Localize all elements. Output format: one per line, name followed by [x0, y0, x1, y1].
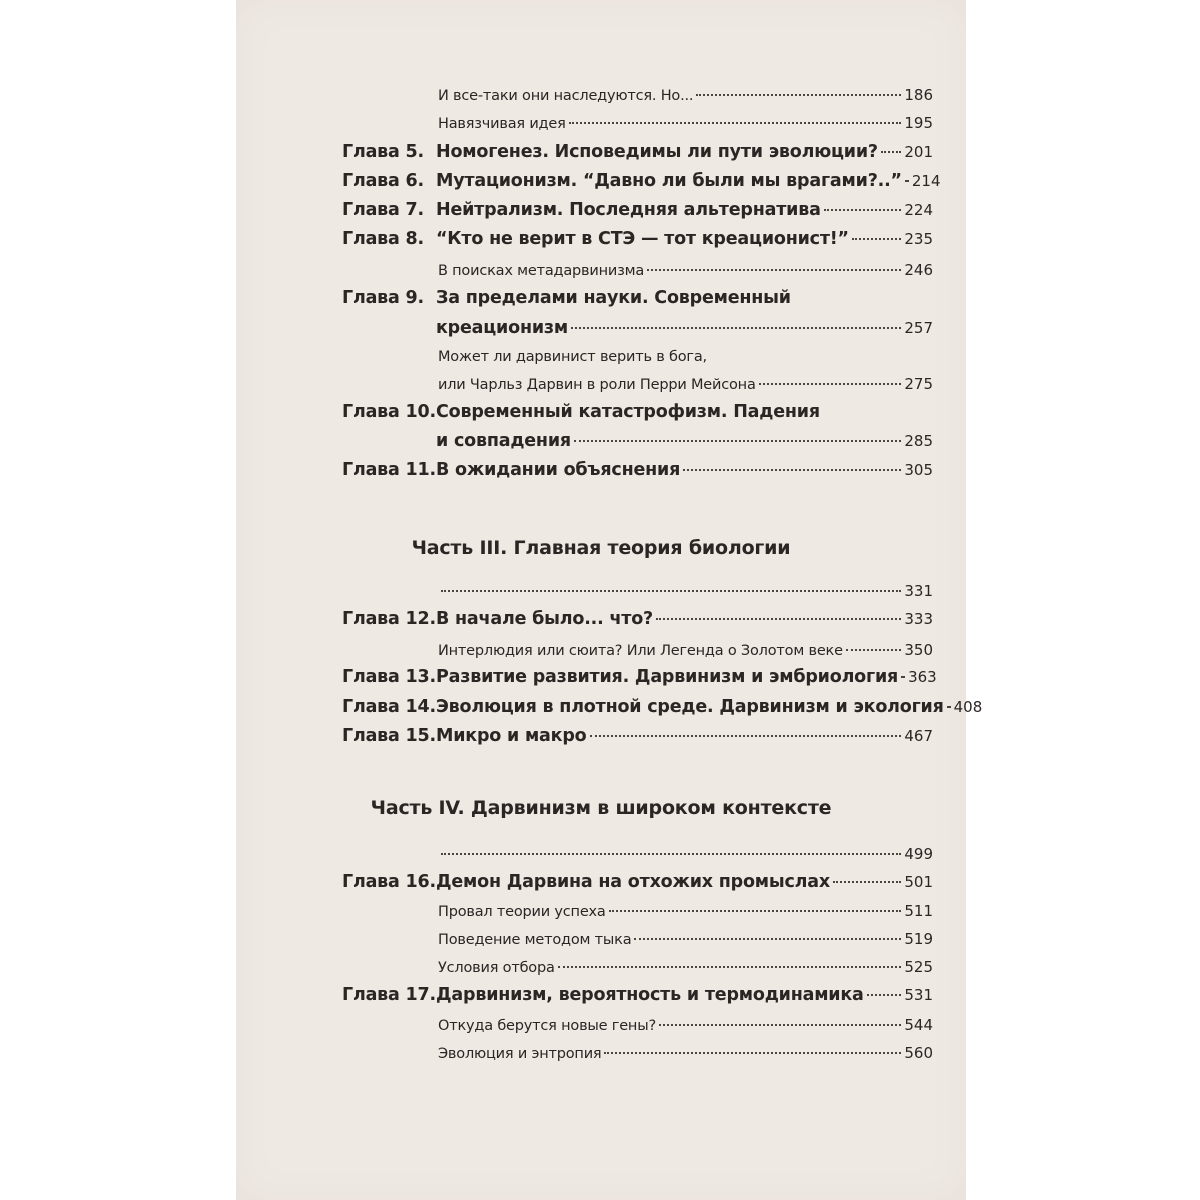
toc-entry-line	[436, 142, 933, 162]
dot-leader	[824, 209, 902, 211]
toc-section-row	[236, 339, 966, 369]
page-number: 333	[904, 610, 933, 628]
chapter-number: Глава 14.	[342, 697, 436, 717]
toc-entry-line	[438, 349, 933, 365]
chapter-number: Глава 6.	[342, 171, 424, 191]
toc-entry-line	[438, 261, 933, 279]
dot-leader	[590, 735, 902, 737]
page-number: 467	[904, 727, 933, 745]
toc-entry-line	[436, 431, 933, 451]
toc-chapter-row	[236, 312, 966, 342]
chapter-title: Современный катастрофизм. Падения	[436, 402, 820, 422]
page-number: 275	[904, 375, 933, 393]
toc-section-row	[236, 633, 966, 663]
toc-entry-line	[436, 985, 933, 1005]
toc-entry-line	[436, 872, 933, 892]
page-number: 195	[904, 114, 933, 132]
toc-entry-line	[438, 641, 933, 659]
toc-section-row	[236, 1036, 966, 1066]
chapter-number: Глава 7.	[342, 200, 424, 220]
chapter-title: Мутационизм. “Давно ли были мы врагами?..”	[436, 171, 902, 191]
chapter-number: Глава 5.	[342, 142, 424, 162]
page-number: 408	[953, 698, 983, 716]
chapter-number: Глава 17.	[342, 985, 436, 1005]
dot-leader	[759, 383, 902, 385]
chapter-title: Демон Дарвина на отхожих промыслах	[436, 872, 830, 892]
toc-entry-line	[438, 902, 933, 920]
toc-chapter-row	[236, 979, 966, 1009]
toc-section-row	[236, 894, 966, 924]
toc-entry-line	[436, 171, 941, 191]
part-3-title: Часть III. Главная теория биологии	[411, 537, 791, 559]
dot-leader	[659, 1024, 901, 1026]
page-number: 519	[904, 930, 933, 948]
chapter-number: Глава 16.	[342, 872, 436, 892]
page-number: 363	[908, 668, 937, 686]
toc-entry-line	[436, 402, 933, 422]
page-number: 331	[904, 582, 933, 600]
toc-section-row	[236, 574, 966, 604]
chapter-title: Нейтрализм. Последняя альтернатива	[436, 200, 821, 220]
dot-leader	[609, 910, 902, 912]
chapter-number: Глава 15.	[342, 726, 436, 746]
toc-entry-line	[436, 318, 933, 338]
section-title: В поисках метадарвинизма	[438, 263, 645, 279]
dot-leader	[571, 327, 901, 329]
toc-chapter-row	[236, 194, 966, 224]
toc-entry-line	[438, 582, 933, 600]
toc-section-row	[236, 1008, 966, 1038]
page-number: 305	[904, 461, 933, 479]
chapter-number: Глава 11.	[342, 460, 436, 480]
toc-entry-line	[438, 1044, 933, 1062]
toc-entry-line	[436, 667, 937, 687]
toc-chapter-row	[236, 425, 966, 455]
part-4-title: Часть IV. Дарвинизм в широком контексте	[370, 797, 832, 819]
section-title: или Чарльз Дарвин в роли Перри Мейсона	[438, 377, 756, 393]
toc-entry-line	[438, 930, 933, 948]
dot-leader	[558, 966, 902, 968]
toc-chapter-row	[236, 396, 966, 426]
toc-entry-line	[436, 609, 933, 629]
page-number: 224	[904, 201, 933, 219]
section-title: Эволюция и энтропия	[438, 1046, 602, 1062]
chapter-title: Дарвинизм, вероятность и термодинамика	[436, 985, 864, 1005]
chapter-title: креационизм	[436, 318, 568, 338]
dot-leader	[833, 881, 901, 883]
toc-entry-line	[436, 229, 933, 249]
toc-chapter-row	[236, 282, 966, 312]
toc-chapter-row	[236, 223, 966, 253]
toc-chapter-row	[236, 720, 966, 750]
dot-leader	[947, 706, 951, 708]
toc-section-row	[236, 837, 966, 867]
chapter-title: и совпадения	[436, 431, 571, 451]
page-number: 531	[904, 986, 933, 1004]
book-page	[236, 0, 983, 1200]
toc-section-row	[236, 950, 966, 980]
chapter-title: Микро и макро	[436, 726, 587, 746]
toc-section-row	[236, 253, 966, 283]
chapter-title: Развитие развития. Дарвинизм и эмбриология	[436, 667, 899, 687]
toc-entry-line	[438, 86, 933, 104]
dot-leader	[881, 151, 901, 153]
page-number: 285	[904, 432, 933, 450]
page-number: 257	[904, 319, 933, 337]
page-number: 511	[904, 902, 933, 920]
dot-leader	[683, 469, 901, 471]
dot-leader	[634, 938, 901, 940]
toc-entry-line	[436, 726, 933, 746]
table-of-contents	[236, 0, 983, 1200]
chapter-number: Глава 9.	[342, 288, 424, 308]
page-number: 501	[904, 873, 933, 891]
section-title: Откуда берутся новые гены?	[438, 1018, 656, 1034]
section-title: Провал теории успеха	[438, 904, 606, 920]
page-number: 235	[904, 230, 933, 248]
toc-chapter-row	[236, 866, 966, 896]
section-title: Может ли дарвинист верить в бога,	[438, 349, 707, 365]
dot-leader	[867, 994, 902, 996]
toc-entry-line	[438, 114, 933, 132]
page-number: 214	[911, 172, 941, 190]
chapter-title: Номогенез. Исповедимы ли пути эволюции?	[436, 142, 878, 162]
chapter-number: Глава 8.	[342, 229, 424, 249]
page-number: 525	[904, 958, 933, 976]
chapter-title: За пределами науки. Современный	[436, 288, 791, 308]
toc-chapter-row	[236, 454, 966, 484]
section-title: Условия отбора	[438, 960, 555, 976]
dot-leader	[656, 618, 901, 620]
toc-entry-line	[438, 958, 933, 976]
dot-leader	[647, 269, 901, 271]
toc-section-row	[236, 922, 966, 952]
toc-section-row	[236, 367, 966, 397]
toc-section-row	[236, 106, 966, 136]
dot-leader	[901, 676, 905, 678]
page-number: 499	[904, 845, 933, 863]
chapter-number: Глава 12.	[342, 609, 436, 629]
toc-entry-line	[436, 288, 933, 308]
dot-leader	[696, 94, 901, 96]
page-number: 544	[904, 1016, 933, 1034]
dot-leader	[441, 590, 901, 592]
page-number: 350	[904, 641, 933, 659]
chapter-title: В начале было... что?	[436, 609, 653, 629]
page-number: 201	[904, 143, 933, 161]
toc-chapter-row	[236, 661, 966, 691]
toc-chapter-row	[236, 603, 966, 633]
dot-leader	[569, 122, 902, 124]
toc-chapter-row	[236, 165, 966, 195]
toc-section-row	[236, 78, 966, 108]
chapter-title: “Кто не верит в СТЭ — тот креационист!”	[436, 229, 849, 249]
toc-chapter-row	[236, 691, 983, 721]
dot-leader	[905, 180, 909, 182]
chapter-title: Эволюция в плотной среде. Дарвинизм и экология	[436, 697, 944, 717]
dot-leader	[574, 440, 901, 442]
toc-chapter-row	[236, 136, 966, 166]
page-number: 246	[904, 261, 933, 279]
chapter-number: Глава 13.	[342, 667, 436, 687]
section-title: Интерлюдия или сюита? Или Легенда о Золотом веке	[438, 643, 843, 659]
dot-leader	[846, 649, 902, 651]
chapter-title: В ожидании объяснения	[436, 460, 681, 480]
toc-entry-line	[436, 200, 933, 220]
section-title: Поведение методом тыка	[438, 932, 632, 948]
toc-entry-line	[438, 1016, 933, 1034]
toc-entry-line	[438, 845, 933, 863]
dot-leader	[852, 238, 902, 240]
chapter-number: Глава 10.	[342, 402, 436, 422]
page-number: 186	[904, 86, 933, 104]
section-title: Навязчивая идея	[438, 116, 566, 132]
toc-entry-line	[436, 697, 983, 717]
toc-entry-line	[438, 375, 933, 393]
dot-leader	[604, 1052, 901, 1054]
section-title: И все-таки они наследуются. Но...	[438, 88, 694, 104]
toc-entry-line	[436, 460, 933, 480]
page-number: 560	[904, 1044, 933, 1062]
dot-leader	[441, 853, 901, 855]
